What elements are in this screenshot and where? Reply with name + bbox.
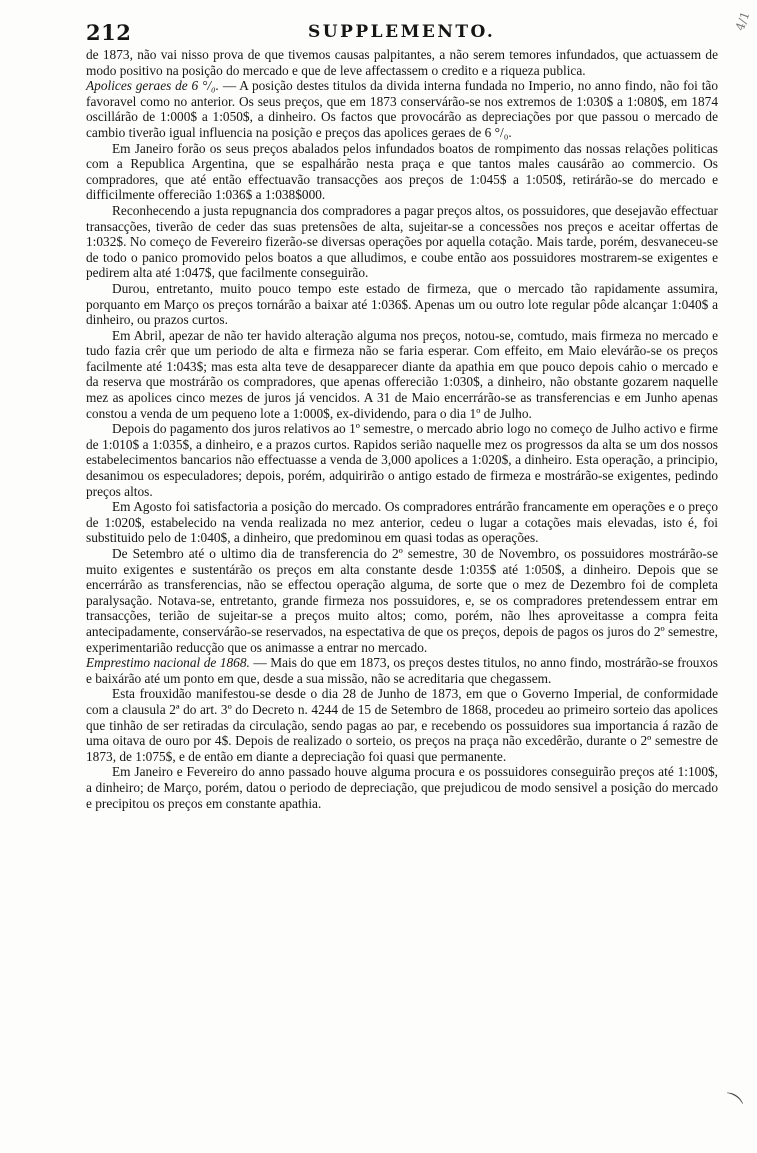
- margin-handwritten-mark: 4/1: [732, 9, 753, 33]
- paragraph: Em Abril, apezar de não ter havido alteração alguma nos preços, notou-se, comtudo, mais firmeza no mercado e tudo fazia crêr que um periodo de alta e firmeza não se faria esperar. Com effeito, em Maio elevárão-se os preços facilmente até 1:043$; mas esta alta teve de desapparecer diante da apathia em que pouco depois cahio o mercado e da reserva que mostrárão os compradores, que apenas offerecião 1:030$, a dinheiro, não obstante gozarem naquelle mez as apolices cinco mezes de juros já vencidos. A 31 de Maio encerrárão-se as transferencias e em Junho apenas constou a venda de um pequeno lote a 1:000$, ex-dividendo, para o dia 1º de Julho.: [86, 327, 718, 421]
- paragraph: Durou, entretanto, muito pouco tempo este estado de firmeza, que o mercado tão rapidamente assumira, porquanto em Março os preços tornárão a baixar até 1:036$. Apenas um ou outro lote regular pôde alcançar 1:040$ a dinheiro, ou prazos curtos.: [86, 280, 718, 328]
- paragraph: Em Janeiro e Fevereiro do anno passado houve alguma procura e os possuidores conseguirão preços até 1:100$, a dinheiro; de Março, porém, datou o periodo de depreciação, que prejudicou de modo sensivel a posição do mercado e precipitou os preços em constante apathia.: [86, 764, 718, 811]
- page-number: 212: [86, 20, 132, 45]
- paragraph: Emprestimo nacional de 1868. — Mais do que em 1873, os preços destes titulos, no anno findo, mostrárão-se frouxos e baixárão até um ponto em que, desde a sua missão, não se acreditaria que chegassem.: [86, 655, 718, 686]
- paragraph: Em Janeiro forão os seus preços abalados pelos infundados boatos de rompimento das nossas relações politicas com a Republica Argentina, que se espalhárão nesta praça e que tantos males causárão ao commercio. Os compradores, que até então effectuavão transacções aos preços de 1:045$ a 1:050$, retirárão-se do mercado e difficilmente offerecião 1:036$ a 1:038$000.: [86, 140, 718, 203]
- section-lead: Emprestimo nacional de 1868.: [86, 655, 250, 671]
- page-header: [86, 9, 753, 50]
- paragraph: de 1873, não vai nisso prova de que tivemos causas palpitantes, a não serem temores infundados, que actuassem de modo positivo na posição do mercado e que de leve affectassem o credito e a riqueza publica.: [86, 47, 718, 78]
- section-lead: Apolices geraes de 6 °/₀.: [86, 78, 220, 94]
- stray-pen-mark: ⌒: [716, 1088, 747, 1120]
- document-body: [86, 47, 718, 811]
- paragraph: De Setembro até o ultimo dia de transferencia do 2º semestre, 30 de Novembro, os possuidores mostrárão-se muito exigentes e sustentárão os preços em alta constante desde 1:035$ até 1:050$, a dinheiro. Depois que se encerrárão as transferencias, não se effectou operação alguma, de sorte que o mez de Dezembro foi de completa paralysação. Notava-se, entretanto, grande firmeza nos possuidores, e, se os compradores pretendessem entrar em transacções, terião de sujeitar-se a preços muito altos; como, porém, não lhes aproveitasse a compra feita antecipadamente, conservárão-se reservados, na espectativa de que os preços, depois de pagos os juros do 2º semestre, experimentarião reducção que os animasse a entrar no mercado.: [86, 546, 718, 655]
- paragraph: Reconhecendo a justa repugnancia dos compradores a pagar preços altos, os possuidores, que desejavão effectuar transacções, tiverão de ceder das suas pretensões de alta, sujeitar-se a concessões nos preços e aceitar offertas de 1:032$. No começo de Fevereiro fizerão-se diversas operações por aquella cotação. Mais tarde, porém, desvaneceu-se de todo o panico promovido pelos boatos a que alludimos, e coube então aos possuidores mostrarem-se exigentes e pedirem alta até 1:047$, que facilmente conseguirão.: [86, 202, 718, 281]
- paragraph: Depois do pagamento dos juros relativos ao 1º semestre, o mercado abrio logo no começo de Julho activo e firme de 1:010$ a 1:035$, a dinheiro, e a prazos curtos. Rapidos serião naquelle mez os progressos da alta se um dos nossos estabelecimentos bancarios não effectuasse a venda de 3,000 apolices a 1:020$, a dinheiro. Esta operação, a principio, desanimou os especuladores; depois, porém, adquirirão o antigo estado de firmeza e mostrárão-se exigentes, pedindo preços altos.: [86, 421, 718, 499]
- paragraph: Esta frouxidão manifestou-se desde o dia 28 de Junho de 1873, em que o Governo Imperial, de conformidade com a clausula 2ª do art. 3º do Decreto n. 4244 de 15 de Setembro de 1868, procedeu ao primeiro sorteio das apolices que tinhão de ser retiradas da circulação, sendo pagas ao par, e recebendo os possuidores sua importancia á razão de uma oitava de ouro por 4$. Depois de realizado o sorteio, os preços na praça não excedêrão, durante o 2º semestre de 1873, de 1:075$, e de então em diante a depreciação foi quasi que permanente.: [86, 686, 718, 764]
- page-title: SUPPLEMENTO.: [308, 22, 496, 42]
- paragraph: Apolices geraes de 6 °/₀. — A posição destes titulos da divida interna fundada no Imperio, no anno findo, não foi tão favoravel como no anterior. Os seus preços, que em 1873 conservárão-se nos extremos de 1:030$ a 1:080$, em 1874 oscillárão de 1:000$ a 1:050$, a dinheiro. Os factos que provocárão as depreciações por que passou o mercado de cambio tiverão igual influencia na posição e preços das apolices geraes de 6 °/₀.: [86, 78, 718, 140]
- paragraph: Em Agosto foi satisfactoria a posição do mercado. Os compradores entrárão francamente em operações e o preço de 1:020$, estabelecido na venda realizada no mez anterior, cedeu o lugar a cotações mais elevadas, isto é, foi substituido pelo de 1:040$, a dinheiro, que predominou em quasi todas as operações.: [86, 499, 718, 546]
